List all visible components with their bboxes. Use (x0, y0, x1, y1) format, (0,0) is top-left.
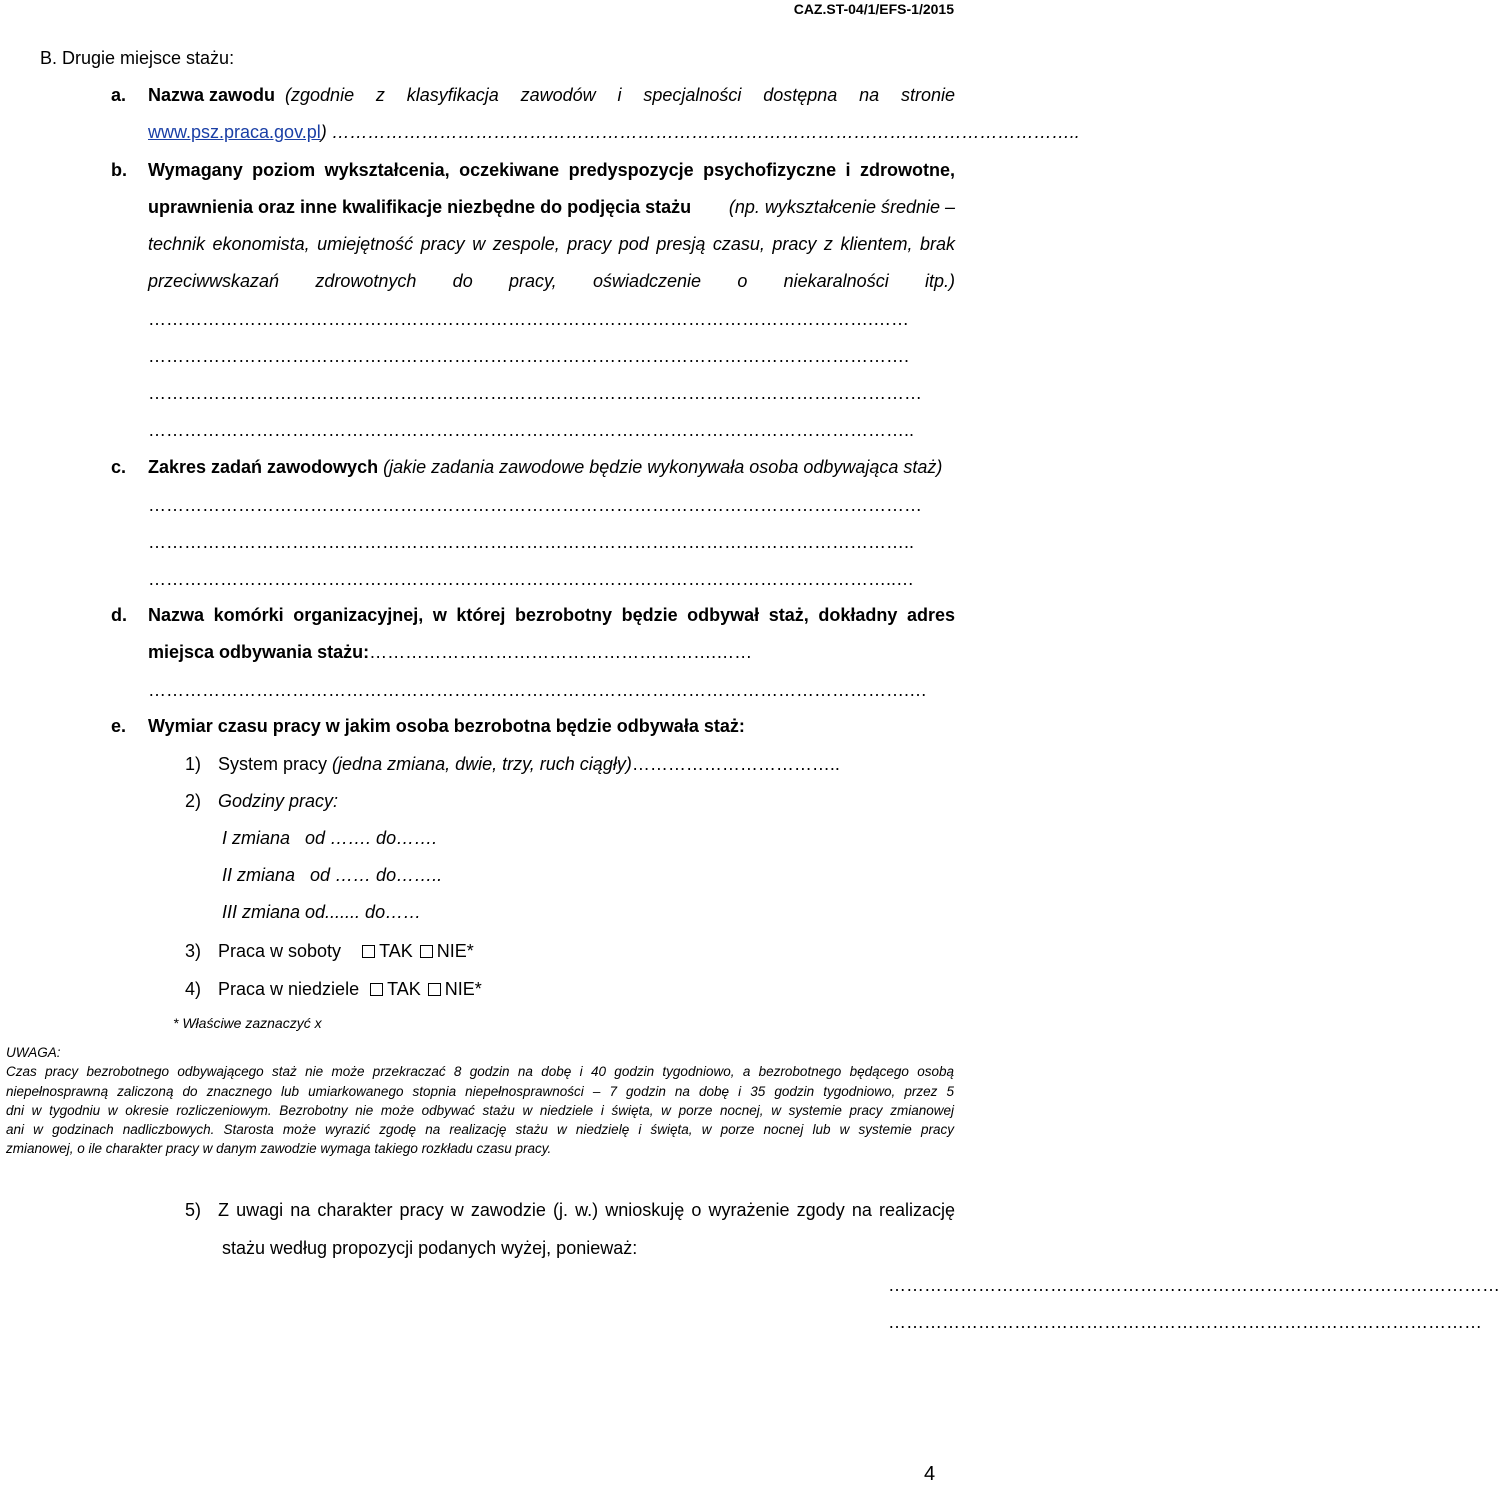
item5-number: 5) (185, 1200, 202, 1220)
item-d-line2-label: miejsca odbywania stażu: (148, 642, 370, 662)
item-a-line2 (148, 122, 1080, 142)
sub3-number: 3) (185, 941, 202, 961)
sunday-no-checkbox[interactable] (428, 983, 441, 996)
item-b-line2 (148, 198, 955, 216)
sub1-note: (jedna zmiana, dwie, trzy, ruch ciągły) (332, 754, 632, 774)
item-b-line1: Wymagany poziom wykształcenia, oczekiwane predyspozycje psychofizyczne i zdrowotne, (148, 160, 955, 180)
note-line-4: ani w godzinach nadliczbowych. Starosta może wyrazić zgodę na realizację stażu w niedzielę i święta, w porze nocnej lub w systemie pracy (6, 1122, 954, 1137)
item-c-label (148, 458, 942, 476)
sub3-label: Praca w soboty (218, 941, 342, 961)
item-a-after-link: ) …………………………………………………………………………………………………………….. (320, 122, 1080, 142)
footnote: * Właściwe zaznaczyć x (173, 1015, 322, 1031)
item-a-note: (zgodnie z klasyfikacja zawodów i specjalności dostępna na stronie (285, 85, 955, 105)
document-code: CAZ.ST-04/1/EFS-1/2015 (793, 1, 954, 17)
sunday-no-label: NIE* (444, 979, 482, 999)
item-c-label-bold: Zakres zadań zawodowych (148, 457, 379, 477)
sub2-label: Godziny pracy: (218, 791, 339, 811)
note-line-2: niepełnosprawną zaliczoną do znacznego lub umiarkowanego stopnia niepełnosprawności – 7 godzin na dobę i 35 godzin tygodniowo, przez 5 (6, 1084, 954, 1099)
item-b-line2-bold: uprawnienia oraz inne kwalifikacje niezbędne do podjęcia stażu (148, 197, 692, 217)
saturday-no-checkbox[interactable] (420, 945, 433, 958)
item-c-dots-1: ………………………………………………………………………………………………………………… (148, 495, 922, 515)
sub4-number: 4) (185, 979, 202, 999)
item-b-dots-1: ………………………………………………………………………………………………………….…… (148, 309, 910, 329)
item-d-line2 (148, 643, 948, 661)
item-c-dots-2: ……………………………………………………………………………………………………………….. (148, 532, 915, 552)
sub1-dots: …………………………….. (631, 754, 840, 774)
item5-dots-2: ……………………………………………………………………………………… (888, 1312, 1482, 1332)
sub3-line (218, 942, 474, 960)
shift-3: III zmiana od....... do…… (222, 902, 422, 922)
sub2-number: 2) (185, 791, 202, 811)
item-d-dots: ……………………………………………………………………………………………………………….… (148, 680, 928, 700)
item-c-dots-3: ……………………………………………………………………………………………………………..… (148, 569, 915, 589)
sunday-yes-checkbox[interactable] (370, 983, 383, 996)
sunday-yes-label: TAK (387, 979, 421, 999)
item5-line-1: Z uwagi na charakter pracy w zawodzie (j. w.) wnioskuję o wyrażenie zgody na realizację (218, 1200, 955, 1220)
sub4-label: Praca w niedziele (218, 979, 360, 999)
saturday-yes-checkbox[interactable] (362, 945, 375, 958)
section-title: B. Drugie miejsce stażu: (40, 48, 235, 68)
item-d-line1: Nazwa komórki organizacyjnej, w której bezrobotny będzie odbywał staż, dokładny adres (148, 605, 955, 625)
saturday-yes-label: TAK (379, 941, 413, 961)
page-number: 4 (924, 1463, 936, 1485)
item5-line-2: stażu według propozycji podanych wyżej, ponieważ: (222, 1238, 638, 1258)
item-c-letter: c. (111, 457, 127, 477)
item-e-letter: e. (111, 716, 127, 736)
item-b-line4: przeciwwskazań zdrowotnych do pracy, oświadczenie o niekaralności itp.) (148, 271, 955, 291)
item5-dots-1: ………………………………………………………………………………………… (888, 1275, 1500, 1295)
item-b-dots-3: ………………………………………………………………………………………………………………… (148, 383, 922, 403)
item-b-dots-2: ………………………………………………………………………………………………………………. (148, 346, 910, 366)
note-line-5: zmianowej, o ile charakter pracy w danym zawodzie wymaga takiego rozkładu czasu pracy. (6, 1141, 552, 1156)
item-b-letter: b. (111, 160, 127, 180)
item-d-letter: d. (111, 605, 127, 625)
note-line-1: Czas pracy bezrobotnego odbywającego staż nie może przekraczać 8 godzin na dobę i 40 godzin tygodniowo, a bezrobotnego będącego osobą (6, 1064, 954, 1079)
note-label: UWAGA: (6, 1045, 61, 1060)
item-b-dots-4: ……………………………………………………………………………………………………………….. (148, 420, 915, 440)
item-e-title: Wymiar czasu pracy w jakim osoba bezrobotna będzie odbywała staż: (148, 716, 745, 736)
sub1-label: System pracy (218, 754, 328, 774)
sub1-line (218, 755, 840, 773)
item-c-label-italic: (jakie zadania zawodowe będzie wykonywała osoba odbywająca staż) (383, 457, 943, 477)
note-line-3: dni w tygodniu w okresie rozliczeniowym. Bezrobotny nie może odbywać stażu w niedziele i święta, w porze nocnej, w systemie pracy zmianowej (6, 1103, 954, 1118)
item-a-letter: a. (111, 85, 127, 105)
saturday-no-label: NIE* (436, 941, 474, 961)
sub1-number: 1) (185, 754, 202, 774)
item-a-label: Nazwa zawodu (148, 85, 276, 105)
item-d-line2-dots: ………………………………………………….…… (369, 642, 753, 662)
sub4-line (218, 980, 482, 998)
shift-1: I zmiana od ……. do……. (222, 828, 438, 848)
item-a-line1 (148, 86, 955, 104)
item-b-line3: technik ekonomista, umiejętność pracy w zespole, pracy pod presją czasu, pracy z klientem, brak (148, 234, 955, 254)
item-a-label-rest (275, 86, 955, 104)
shift-2: II zmiana od …… do…….. (222, 865, 443, 885)
item-b-line2-italic: (np. wykształcenie średnie – (728, 197, 955, 217)
psz-link[interactable]: www.psz.praca.gov.pl (148, 122, 321, 142)
